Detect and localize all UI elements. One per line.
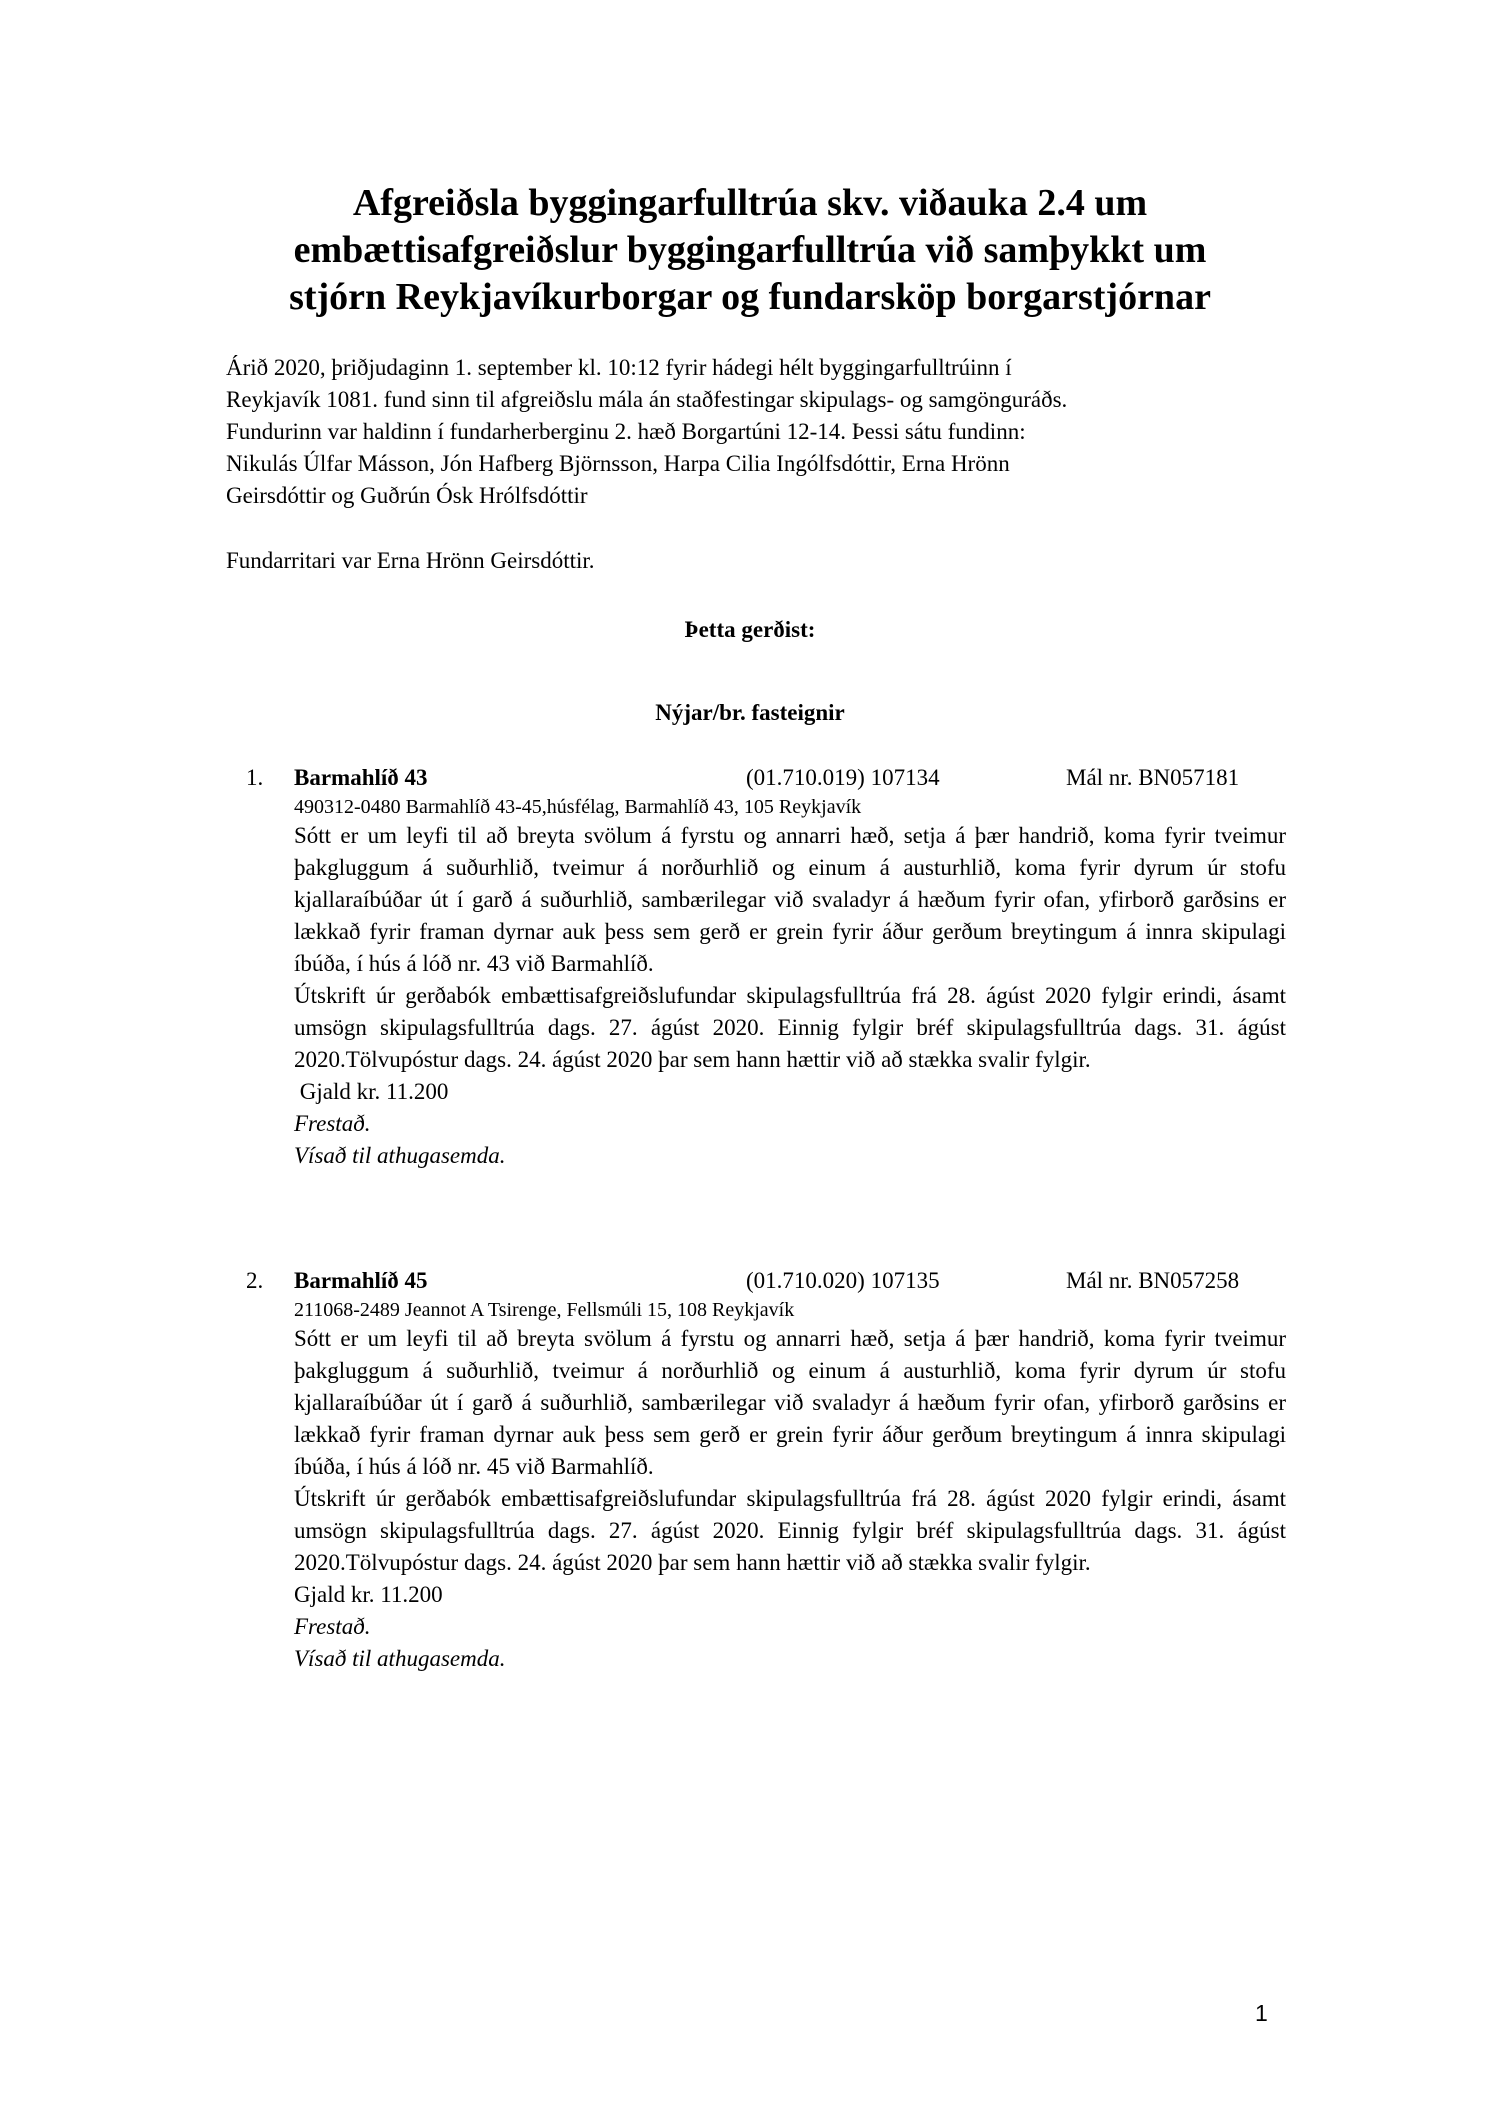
title-line: Afgreiðsla byggingarfulltrúa skv. viðauka 2.4 um [352,182,1148,224]
case-land-id: (01.710.019) 107134 [746,765,940,790]
case-body [294,820,1286,1172]
case-fee: Gjald kr. 11.200 [294,1582,443,1607]
document-title [230,180,1270,321]
case-description: Sótt er um leyfi til að breyta svölum á fyrstu og annarri hæð, setja á þær handrið, koma fyrir tveimur þakgluggum á suðurhlið, tveimur á norðurhlið og einum á austurhlið, koma fyrir dyrum úr stofu kjallaraíbúðar út í garð á suðurhlið, sambærilegar við svaladyr á hæðum fyrir ofan, yfirborð garðsins er lækkað fyrir framan dyrnar auk þess sem gerð er grein fyrir áður gerðum breytingum á innra skipulagi íbúða, í hús á lóð nr. 43 við Barmahlíð. [294,823,1286,976]
heading-gerdist: Þetta gerðist: [684,617,816,642]
case-owner: 211068-2489 Jeannot A Tsirenge, Fellsmúli 15, 108 Reykjavík [294,1299,795,1321]
case-body [294,1323,1286,1675]
heading-section: Nýjar/br. fasteignir [655,700,845,725]
intro-line: Nikulás Úlfar Másson, Jón Hafberg Björnsson, Harpa Cilia Ingólfsdóttir, Erna Hrönn [226,451,1010,476]
title-line: embættisafgreiðslur byggingarfulltrúa við samþykkt um [293,229,1207,271]
case-owner: 490312-0480 Barmahlíð 43-45,húsfélag, Barmahlíð 43, 105 Reykjavík [294,796,862,818]
meeting-intro [226,352,1286,512]
case-number: 1. [246,765,264,790]
case-number-id: Mál nr. BN057181 [1066,765,1240,790]
title-line: stjórn Reykjavíkurborgar og fundarsköp borgarstjórnar [289,276,1211,318]
case-number: 2. [246,1268,264,1293]
case-address: Barmahlíð 43 [294,765,428,790]
case-land-id: (01.710.020) 107135 [746,1268,940,1293]
case-fee: Gjald kr. 11.200 [294,1079,449,1104]
case-note: Vísað til athugasemda. [294,1646,506,1671]
case-item [246,762,1286,1172]
case-status: Frestað. [294,1614,371,1639]
intro-line: Reykjavík 1081. fund sinn til afgreiðslu mála án staðfestingar skipulags- og samgönguráðs. [226,387,1068,412]
case-item [246,1265,1286,1675]
case-header [246,1265,1286,1297]
case-description: Sótt er um leyfi til að breyta svölum á fyrstu og annarri hæð, setja á þær handrið, koma fyrir tveimur þakgluggum á suðurhlið, tveimur á norðurhlið og einum á austurhlið, koma fyrir dyrum úr stofu kjallaraíbúðar út í garð á suðurhlið, sambærilegar við svaladyr á hæðum fyrir ofan, yfirborð garðsins er lækkað fyrir framan dyrnar auk þess sem gerð er grein fyrir áður gerðum breytingum á innra skipulagi íbúða, í hús á lóð nr. 45 við Barmahlíð. [294,1326,1286,1479]
intro-line: Fundurinn var haldinn í fundarherberginu 2. hæð Borgartúni 12-14. Þessi sátu fundinn: [226,419,1026,444]
case-address: Barmahlíð 45 [294,1268,428,1293]
meeting-secretary: Fundarritari var Erna Hrönn Geirsdóttir. [226,548,595,573]
intro-line: Geirsdóttir og Guðrún Ósk Hrólfsdóttir [226,483,588,508]
page-number: 1 [1255,2000,1268,2026]
intro-line: Árið 2020, þriðjudaginn 1. september kl. 10:12 fyrir hádegi hélt byggingarfulltrúinn í [226,355,1012,380]
case-note: Vísað til athugasemda. [294,1143,506,1168]
case-number-id: Mál nr. BN057258 [1066,1268,1240,1293]
case-status: Frestað. [294,1111,371,1136]
case-attachments: Útskrift úr gerðabók embættisafgreiðslufundar skipulagsfulltrúa frá 28. ágúst 2020 fylgir erindi, ásamt umsögn skipulagsfulltrúa dags. 27. ágúst 2020. Einnig fylgir bréf skipulagsfulltrúa dags. 31. ágúst 2020.Tölvupóstur dags. 24. ágúst 2020 þar sem hann hættir við að stækka svalir fylgir. [294,1486,1286,1575]
case-header [246,762,1286,794]
case-attachments: Útskrift úr gerðabók embættisafgreiðslufundar skipulagsfulltrúa frá 28. ágúst 2020 fylgir erindi, ásamt umsögn skipulagsfulltrúa dags. 27. ágúst 2020. Einnig fylgir bréf skipulagsfulltrúa dags. 31. ágúst 2020.Tölvupóstur dags. 24. ágúst 2020 þar sem hann hættir við að stækka svalir fylgir. [294,983,1286,1072]
